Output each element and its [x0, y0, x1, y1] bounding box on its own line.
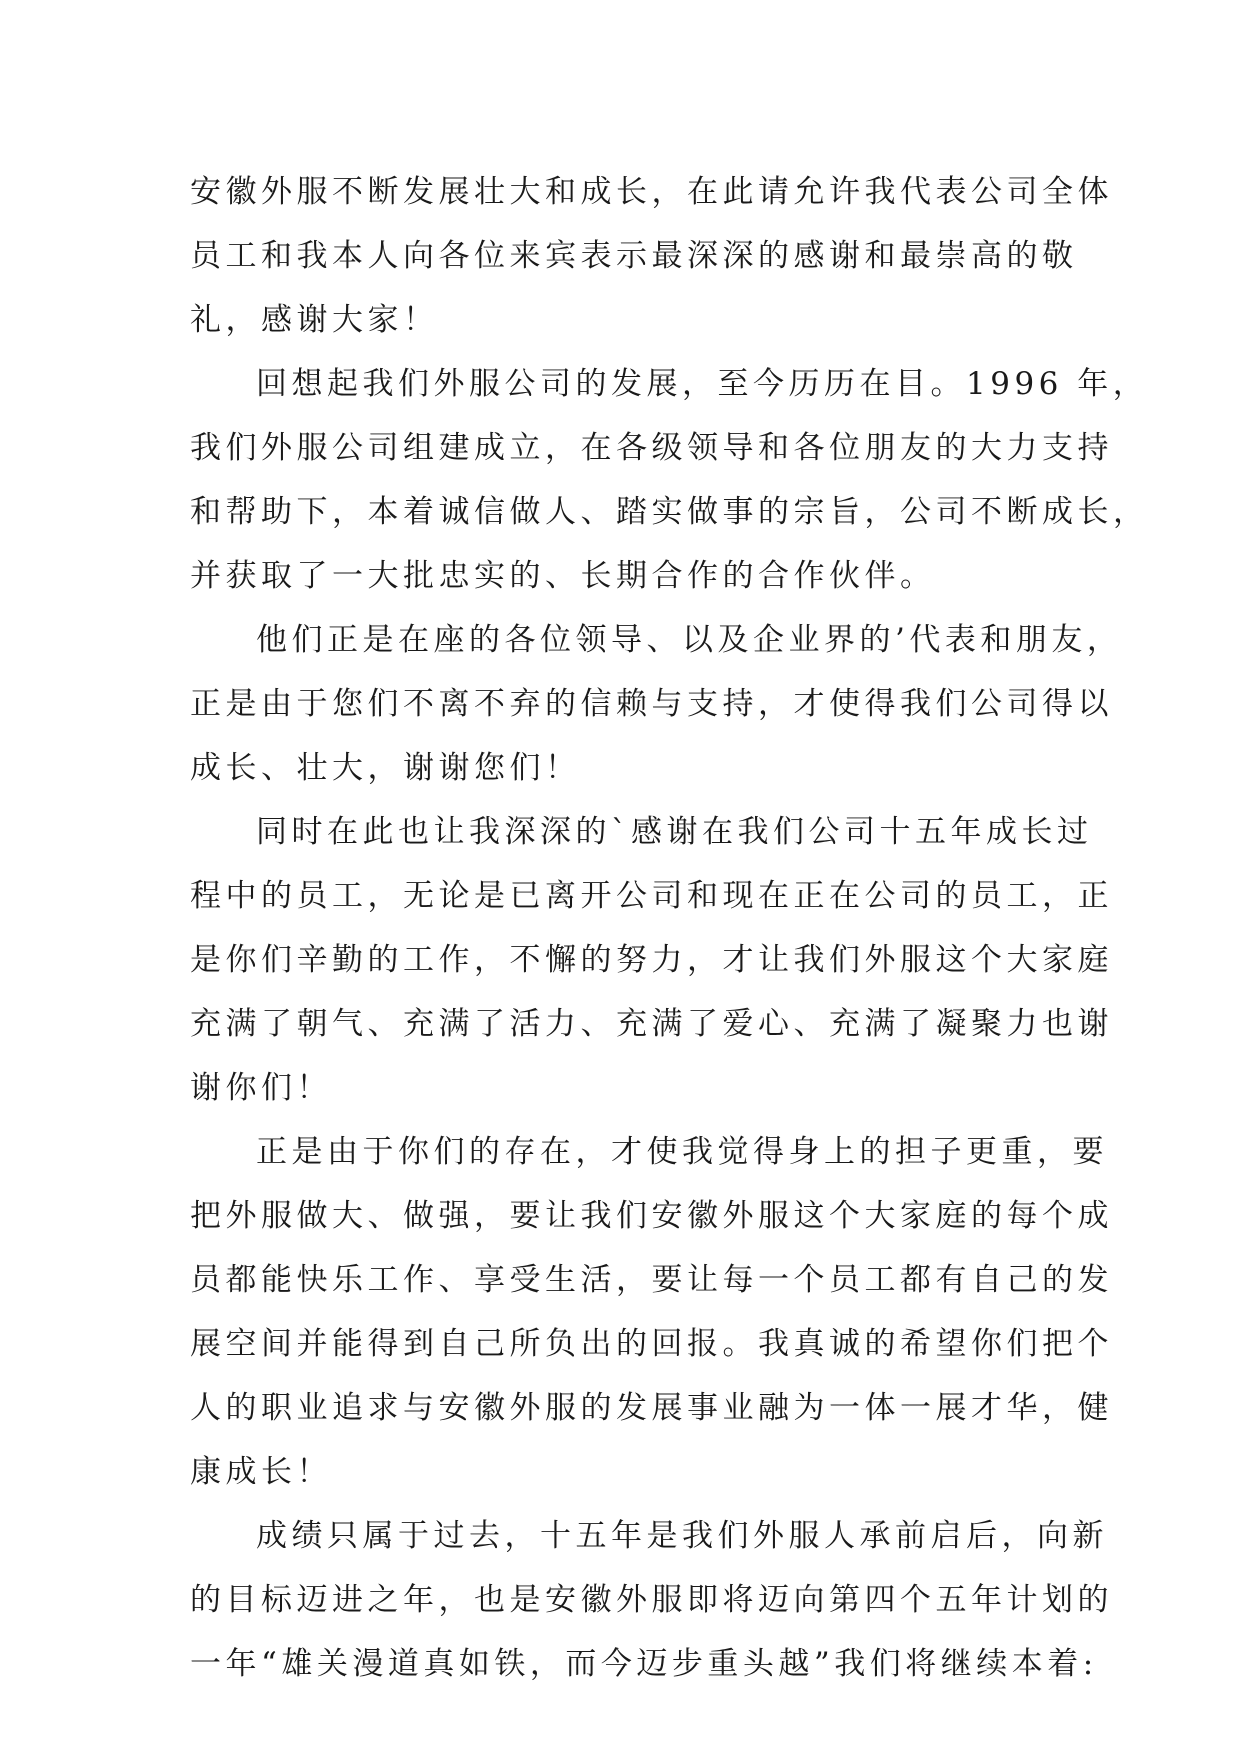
text-line: 正是由于您们不离不弃的信赖与支持，才使得我们公司得以 — [190, 686, 1113, 722]
text-line: 我们外服公司组建成立，在各级领导和各位朋友的大力支持 — [190, 430, 1113, 466]
text-line: 的目标迈进之年，也是安徽外服即将迈向第四个五年计划的 — [190, 1582, 1113, 1618]
text-line: 是你们辛勤的工作，不懈的努力，才让我们外服这个大家庭 — [190, 942, 1113, 978]
text-line: 和帮助下，本着诚信做人、踏实做事的宗旨，公司不断成长， — [190, 494, 1149, 530]
speech-text-body — [190, 160, 1149, 1696]
text-line: 把外服做大、做强，要让我们安徽外服这个大家庭的每个成 — [190, 1198, 1113, 1234]
text-line: 礼，感谢大家！ — [190, 302, 439, 338]
text-line: 并获取了一大批忠实的、长期合作的合作伙伴。 — [190, 558, 936, 594]
text-line: 程中的员工，无论是已离开公司和现在正在公司的员工，正 — [190, 878, 1113, 914]
paragraph-first-line: 同时在此也让我深深的`感谢在我们公司十五年成长过 — [256, 814, 1093, 850]
text-line: 康成长！ — [190, 1454, 332, 1490]
text-line: 谢你们！ — [190, 1070, 332, 1106]
paragraph-first-line: 正是由于你们的存在，才使我觉得身上的担子更重，要 — [256, 1134, 1108, 1170]
paragraph-first-line: 回想起我们外服公司的发展，至今历历在目。1996 年， — [256, 366, 1149, 402]
text-line: 成长、壮大，谢谢您们！ — [190, 750, 581, 786]
text-line: 一年“雄关漫道真如铁，而今迈步重头越”我们将继续本着: — [190, 1646, 1098, 1682]
text-line: 人的职业追求与安徽外服的发展事业融为一体一展才华，健 — [190, 1390, 1113, 1426]
text-line: 员工和我本人向各位来宾表示最深深的感谢和最崇高的敬 — [190, 238, 1078, 274]
text-line: 展空间并能得到自己所负出的回报。我真诚的希望你们把个 — [190, 1326, 1113, 1362]
text-line: 充满了朝气、充满了活力、充满了爱心、充满了凝聚力也谢 — [190, 1006, 1113, 1042]
text-line: 员都能快乐工作、享受生活，要让每一个员工都有自己的发 — [190, 1262, 1113, 1298]
paragraph-first-line: 他们正是在座的各位领导、以及企业界的’代表和朋友， — [256, 622, 1123, 658]
text-line: 安徽外服不断发展壮大和成长，在此请允许我代表公司全体 — [190, 174, 1113, 210]
paragraph-first-line: 成绩只属于过去，十五年是我们外服人承前启后，向新 — [256, 1518, 1108, 1554]
